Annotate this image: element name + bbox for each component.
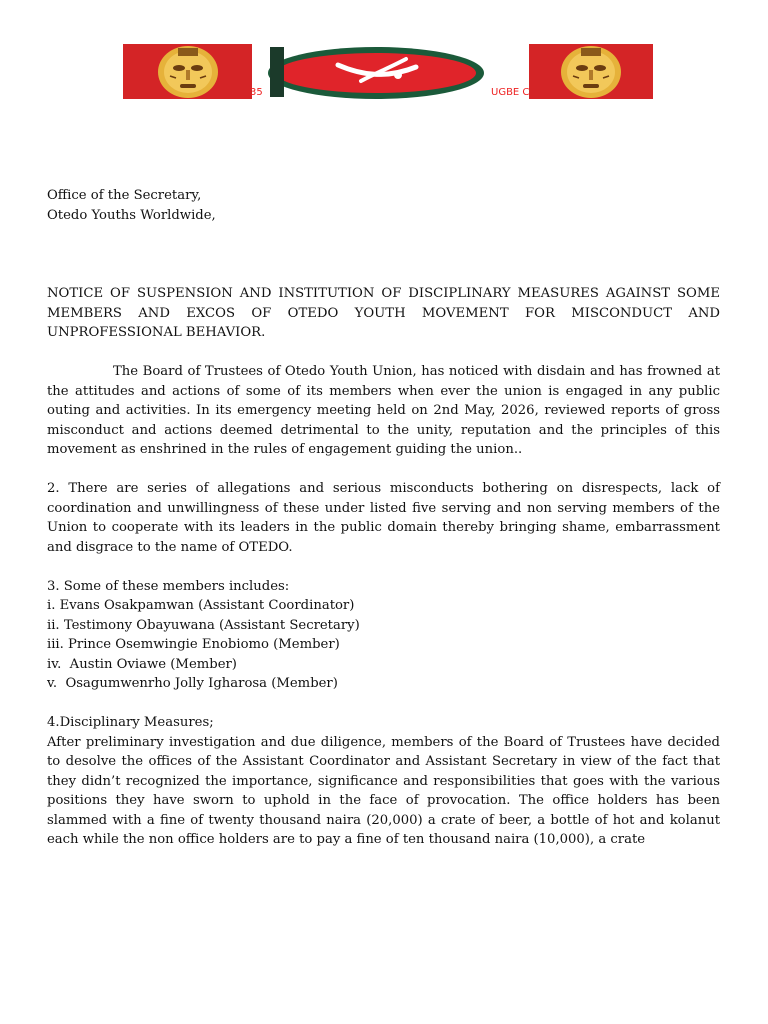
address-line: Otedo Youths Worldwide, [47, 207, 216, 223]
member-list-item: iii. Prince Osemwingie Enobiomo (Member) [47, 637, 340, 652]
notice-title [47, 284, 720, 343]
address-line: Office of the Secretary, [47, 188, 202, 203]
letterhead [0, 40, 768, 106]
paragraph-3-intro: 3. Some of these members includes: [47, 578, 290, 594]
member-list-item: v. Osagumwenrho Jolly Igharosa (Member) [47, 676, 338, 691]
bronze-mask-emblem-left [123, 44, 252, 99]
paragraph-2: 2. There are series of allegations and serious misconducts bothering on disrespects, lack of coordination and unwillingness of these under listed five serving and non serving members of the Union to cooperate with its leaders in the public domain thereby bringing shame, embarrassment and disgrace to the name of OTEDO. [47, 481, 720, 555]
title-line: MEMBERS AND EXCOS OF OTEDO YOUTH MOVEMENT FOR MISCONDUCT AND [47, 305, 720, 321]
bronze-mask-emblem-right [529, 44, 653, 99]
title-line: UNPROFESSIONAL BEHAVIOR. [47, 325, 266, 340]
member-list-item: i. Evans Osakpamwan (Assistant Coordinator) [47, 598, 355, 613]
paragraph-4: After preliminary investigation and due diligence, members of the Board of Trustees have decided to desolve the offices of the Assistant Coordinator and Assistant Secretary in view of the fact that they didn’t recognized the importance, significance and responsibilities that goes with the various positions they have sworn to uphold in the face of provocation. The office holders has been slammed with a fine of twenty thousand naira (20,000) a crate of beer, a bottle of hot and kolanut each while the non office holders are to pay a fine of ten thousand naira (10,000), a crate [47, 734, 720, 847]
paragraph-4-heading: 4.Disciplinary Measures; [47, 715, 214, 730]
sender-address [47, 186, 720, 225]
paragraph-1: The Board of Trustees of Otedo Youth Union, has noticed with disdain and has frowned at the attitudes and actions of some of its members when ever the union is engaged in any public outing and activities. In its emergency meeting held on 2nd May, 2026, reviewed reports of gross misconduct and actions deemed detrimental to the unity, reputation and the principles of this movement as enshrined in the rules of engagement guiding the union.. [47, 364, 720, 457]
mask-icon [148, 44, 228, 99]
member-list-item: iv. Austin Oviawe (Member) [47, 656, 237, 672]
letterhead-fragment-left: 35 [250, 87, 263, 98]
title-line: NOTICE OF SUSPENSION AND INSTITUTION OF DISCIPLINARY MEASURES AGAINST SOME [47, 286, 720, 301]
mask-icon [551, 44, 631, 99]
letterhead-fragment-right: UGBE C [491, 87, 530, 98]
letter-body [47, 186, 720, 850]
member-list-item: ii. Testimony Obayuwana (Assistant Secretary) [47, 617, 360, 633]
union-seal-logo [266, 45, 490, 99]
